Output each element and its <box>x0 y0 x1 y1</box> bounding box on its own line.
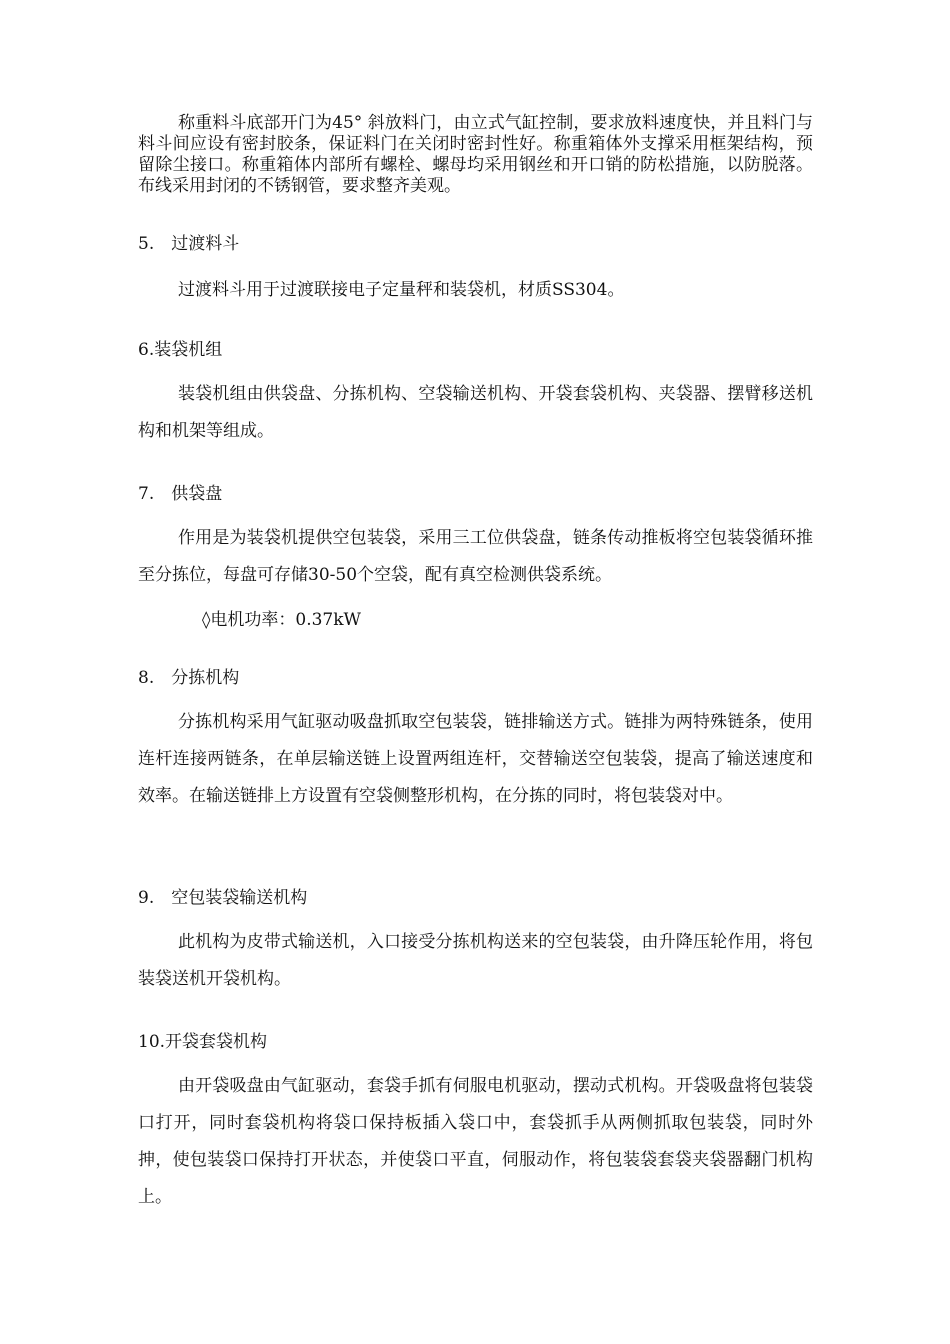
paragraph-9: 此机构为皮带式输送机，入口接受分拣机构送来的空包装袋，由升降压轮作用，将包装袋送机开袋机构。 <box>138 932 813 989</box>
paragraph-8: 分拣机构采用气缸驱动吸盘抓取空包装袋，链排输送方式。链排为两特殊链条，使用连杆连接两链条，在单层输送链上设置两组连杆，交替输送空包装袋，提高了输送速度和效率。在输送链排上方设置有空袋侧整形机构，在分拣的同时，将包装袋对中。 <box>138 712 813 806</box>
heading-6-bagging-unit: 6.装袋机组 <box>138 340 223 360</box>
paragraph-5: 过渡料斗用于过渡联接电子定量秤和装袋机，材质SS304。 <box>178 280 625 300</box>
bullet-motor-power: ◊电机功率：0.37kW <box>202 610 362 630</box>
heading-8-sorting-mechanism: 8. 分拣机构 <box>138 668 240 688</box>
paragraph-weighing-hopper: 称重料斗底部开门为45° 斜放料门，由立式气缸控制，要求放料速度快，并且料门与料斗间应设有密封胶条，保证料门在关闭时密封性好。称重箱体外支撑采用框架结构，预留除尘接口。称重箱体内部所有螺栓、螺母均采用钢丝和开口销的防松措施，以防脱落。布线采用封闭的不锈钢管，要求整齐美观。 <box>138 113 813 196</box>
heading-9-empty-bag-conveyor: 9. 空包装袋输送机构 <box>138 888 308 908</box>
heading-7-bag-supply-tray: 7. 供袋盘 <box>138 484 223 504</box>
paragraph-10: 由开袋吸盘由气缸驱动，套袋手抓有伺服电机驱动，摆动式机构。开袋吸盘将包装袋口打开，同时套袋机构将袋口保持板插入袋口中，套袋抓手从两侧抓取包装袋，同时外抻，使包装袋口保持打开状态，并使袋口平直，伺服动作，将包装袋套袋夹袋器翻门机构上。 <box>138 1076 813 1207</box>
heading-5-transition-hopper: 5. 过渡料斗 <box>138 234 240 254</box>
heading-10-bag-opening-mechanism: 10.开袋套袋机构 <box>138 1032 268 1052</box>
paragraph-6: 装袋机组由供袋盘、分拣机构、空袋输送机构、开袋套袋机构、夹袋器、摆臂移送机构和机架等组成。 <box>138 384 813 441</box>
paragraph-7: 作用是为装袋机提供空包装袋，采用三工位供袋盘，链条传动推板将空包装袋循环推至分拣位，每盘可存储30-50个空袋，配有真空检测供袋系统。 <box>138 528 813 585</box>
